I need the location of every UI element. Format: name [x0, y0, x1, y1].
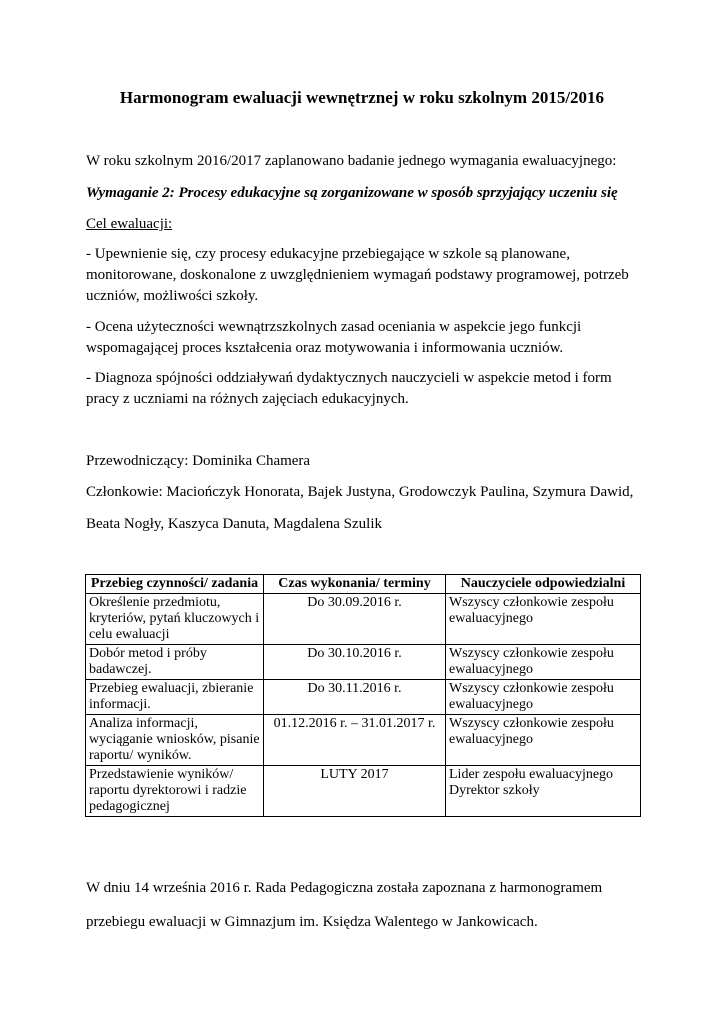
- cell-activity: Określenie przedmiotu, kryteriów, pytań kluczowych i celu ewaluacji: [86, 594, 264, 645]
- cell-deadline: Do 30.11.2016 r.: [264, 680, 446, 715]
- goal-item: - Ocena użyteczności wewnątrzszkolnych zasad oceniania w aspekcie jego funkcji wspomagającej proces kształcenia oraz motywowania i informowania uczniów.: [86, 319, 582, 356]
- members-line-2: Beata Nogły, Kaszyca Danuta, Magdalena Szulik: [86, 516, 383, 532]
- goal-heading-text: Cel ewaluacji:: [86, 216, 173, 232]
- cell-responsible: Wszyscy członkowie zespołu ewaluacyjnego: [446, 680, 641, 715]
- cell-activity: Przedstawienie wyników/ raportu dyrektorowi i radzie pedagogicznej: [86, 766, 264, 817]
- header-deadline: Czas wykonania/ terminy: [264, 575, 446, 594]
- chair-line: Przewodniczący: Dominika Chamera: [86, 453, 311, 469]
- header-activity: Przebieg czynności/ zadania: [86, 575, 264, 594]
- table-row: [86, 645, 641, 680]
- cell-deadline: LUTY 2017: [264, 766, 446, 817]
- closing-line-1: W dniu 14 września 2016 r. Rada Pedagogiczna została zapoznana z harmonogramem: [86, 880, 603, 896]
- table-row: [86, 715, 641, 766]
- schedule-table: [85, 574, 641, 817]
- document-title: Harmonogram ewaluacji wewnętrznej w roku szkolnym 2015/2016: [119, 88, 605, 107]
- goal-item: - Upewnienie się, czy procesy edukacyjne przebiegające w szkole są planowane, monitorowane, doskonalone z uwzględnieniem wymagań podstawy programowej, potrzeb uczniów, możliwości szkoły.: [86, 246, 629, 304]
- intro-paragraph: W roku szkolnym 2016/2017 zaplanowano badanie jednego wymagania ewaluacyjnego:: [86, 153, 617, 169]
- cell-activity: Analiza informacji, wyciąganie wniosków, pisanie raportu/ wyników.: [86, 715, 264, 766]
- table-header-row: [86, 575, 641, 594]
- table-row: [86, 594, 641, 645]
- cell-deadline: Do 30.09.2016 r.: [264, 594, 446, 645]
- cell-activity: Przebieg ewaluacji, zbieranie informacji.: [86, 680, 264, 715]
- table-row: [86, 766, 641, 817]
- goal-item: - Diagnoza spójności oddziaływań dydaktycznych nauczycieli w aspekcie metod i form pracy z uczniami na różnych zajęciach edukacyjnych.: [86, 370, 612, 407]
- cell-deadline: Do 30.10.2016 r.: [264, 645, 446, 680]
- header-responsible: Nauczyciele odpowiedzialni: [446, 575, 641, 594]
- cell-responsible: Wszyscy członkowie zespołu ewaluacyjnego: [446, 715, 641, 766]
- table-row: [86, 680, 641, 715]
- goal-heading: [86, 214, 646, 235]
- cell-responsible: Wszyscy członkowie zespołu ewaluacyjnego: [446, 645, 641, 680]
- cell-responsible: Lider zespołu ewaluacyjnego Dyrektor szkoły: [446, 766, 641, 817]
- closing-line-2: przebiegu ewaluacji w Gimnazjum im. Księdza Walentego w Jankowicach.: [86, 914, 538, 930]
- requirement-paragraph: Wymaganie 2: Procesy edukacyjne są zorganizowane w sposób sprzyjający uczeniu się: [86, 185, 618, 201]
- cell-deadline: 01.12.2016 r. – 31.01.2017 r.: [264, 715, 446, 766]
- cell-activity: Dobór metod i próby badawczej.: [86, 645, 264, 680]
- cell-responsible: Wszyscy członkowie zespołu ewaluacyjnego: [446, 594, 641, 645]
- members-line-1: Członkowie: Maciończyk Honorata, Bajek Justyna, Grodowczyk Paulina, Szymura Dawid,: [86, 484, 634, 500]
